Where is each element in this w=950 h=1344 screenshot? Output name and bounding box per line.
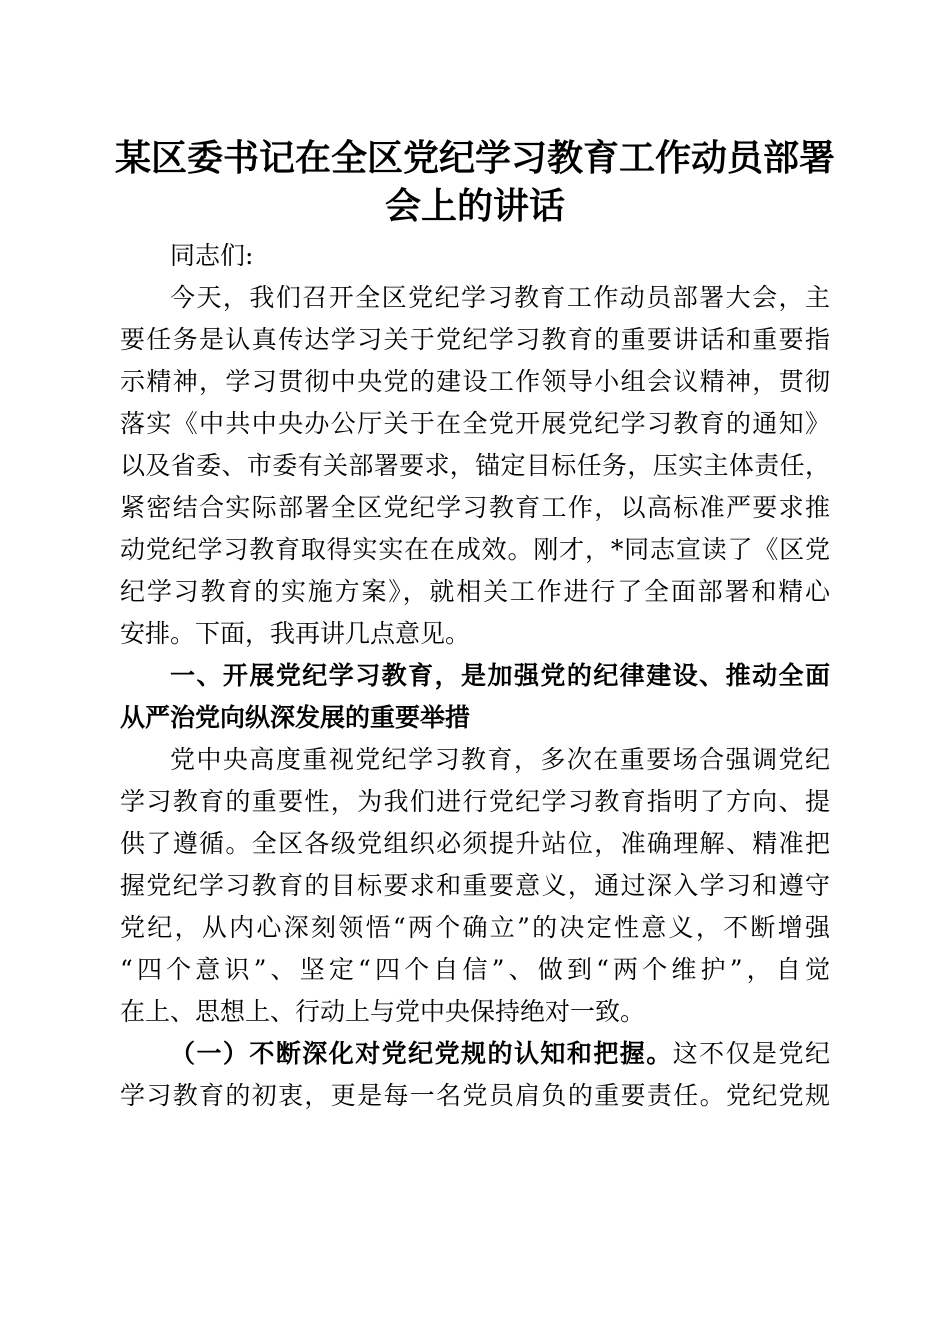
intro-line: 示精神，学习贯彻中央党的建设工作领导小组会议精神，贯彻 (120, 367, 830, 396)
intro-line: 安排。下面，我再讲几点意见。 (120, 619, 471, 648)
intro-line: 动党纪学习教育取得实实在在成效。刚才，*同志宣读了《区党 (120, 535, 830, 564)
intro-line: 紧密结合实际部署全区党纪学习教育工作，以高标准严要求推 (120, 493, 830, 522)
section-1-line: 握党纪学习教育的目标要求和重要意义，通过深入学习和遵守 (120, 871, 830, 900)
intro-line: 今天，我们召开全区党纪学习教育工作动员部署大会，主 (170, 283, 830, 312)
subsection-1-first-line (170, 1034, 830, 1074)
section-1-heading: 从严治党向纵深发展的重要举措 (120, 703, 471, 732)
intro-line: 落实《中共中央办公厅关于在全党开展党纪学习教育的通知》 (120, 409, 830, 438)
section-1-line: 供了遵循。全区各级党组织必须提升站位，准确理解、精准把 (120, 829, 830, 858)
subsection-1-text: 这不仅是党纪 (672, 1039, 830, 1068)
document-title-line-1: 某区委书记在全区党纪学习教育工作动员部署 (114, 137, 835, 179)
section-1-heading: 一、开展党纪学习教育，是加强党的纪律建设、推动全面 (170, 661, 830, 690)
intro-line: 纪学习教育的实施方案》，就相关工作进行了全面部署和精心 (120, 577, 830, 606)
section-1-line: 党中央高度重视党纪学习教育，多次在重要场合强调党纪 (170, 745, 830, 774)
section-1-line: 在上、思想上、行动上与党中央保持绝对一致。 (120, 997, 646, 1026)
section-1-line: 党纪，从内心深刻领悟“两个确立”的决定性意义，不断增强 (120, 913, 830, 942)
section-1-line: “四个意识”、坚定“四个自信”、做到“两个维护”，自觉 (120, 955, 830, 984)
intro-line: 以及省委、市委有关部署要求，锚定目标任务，压实主体责任， (120, 451, 830, 480)
intro-line: 要任务是认真传达学习关于党纪学习教育的重要讲话和重要指 (120, 325, 830, 354)
section-1-line: 学习教育的重要性，为我们进行党纪学习教育指明了方向、提 (120, 787, 830, 816)
document-title-line-2: 会上的讲话 (384, 185, 565, 227)
subsection-1-line: 学习教育的初衷，更是每一名党员肩负的重要责任。党纪党规 (120, 1081, 830, 1110)
subsection-1-heading: （一）不断深化对党纪党规的认知和把握。 (170, 1039, 673, 1068)
salutation: 同志们: (170, 241, 254, 270)
